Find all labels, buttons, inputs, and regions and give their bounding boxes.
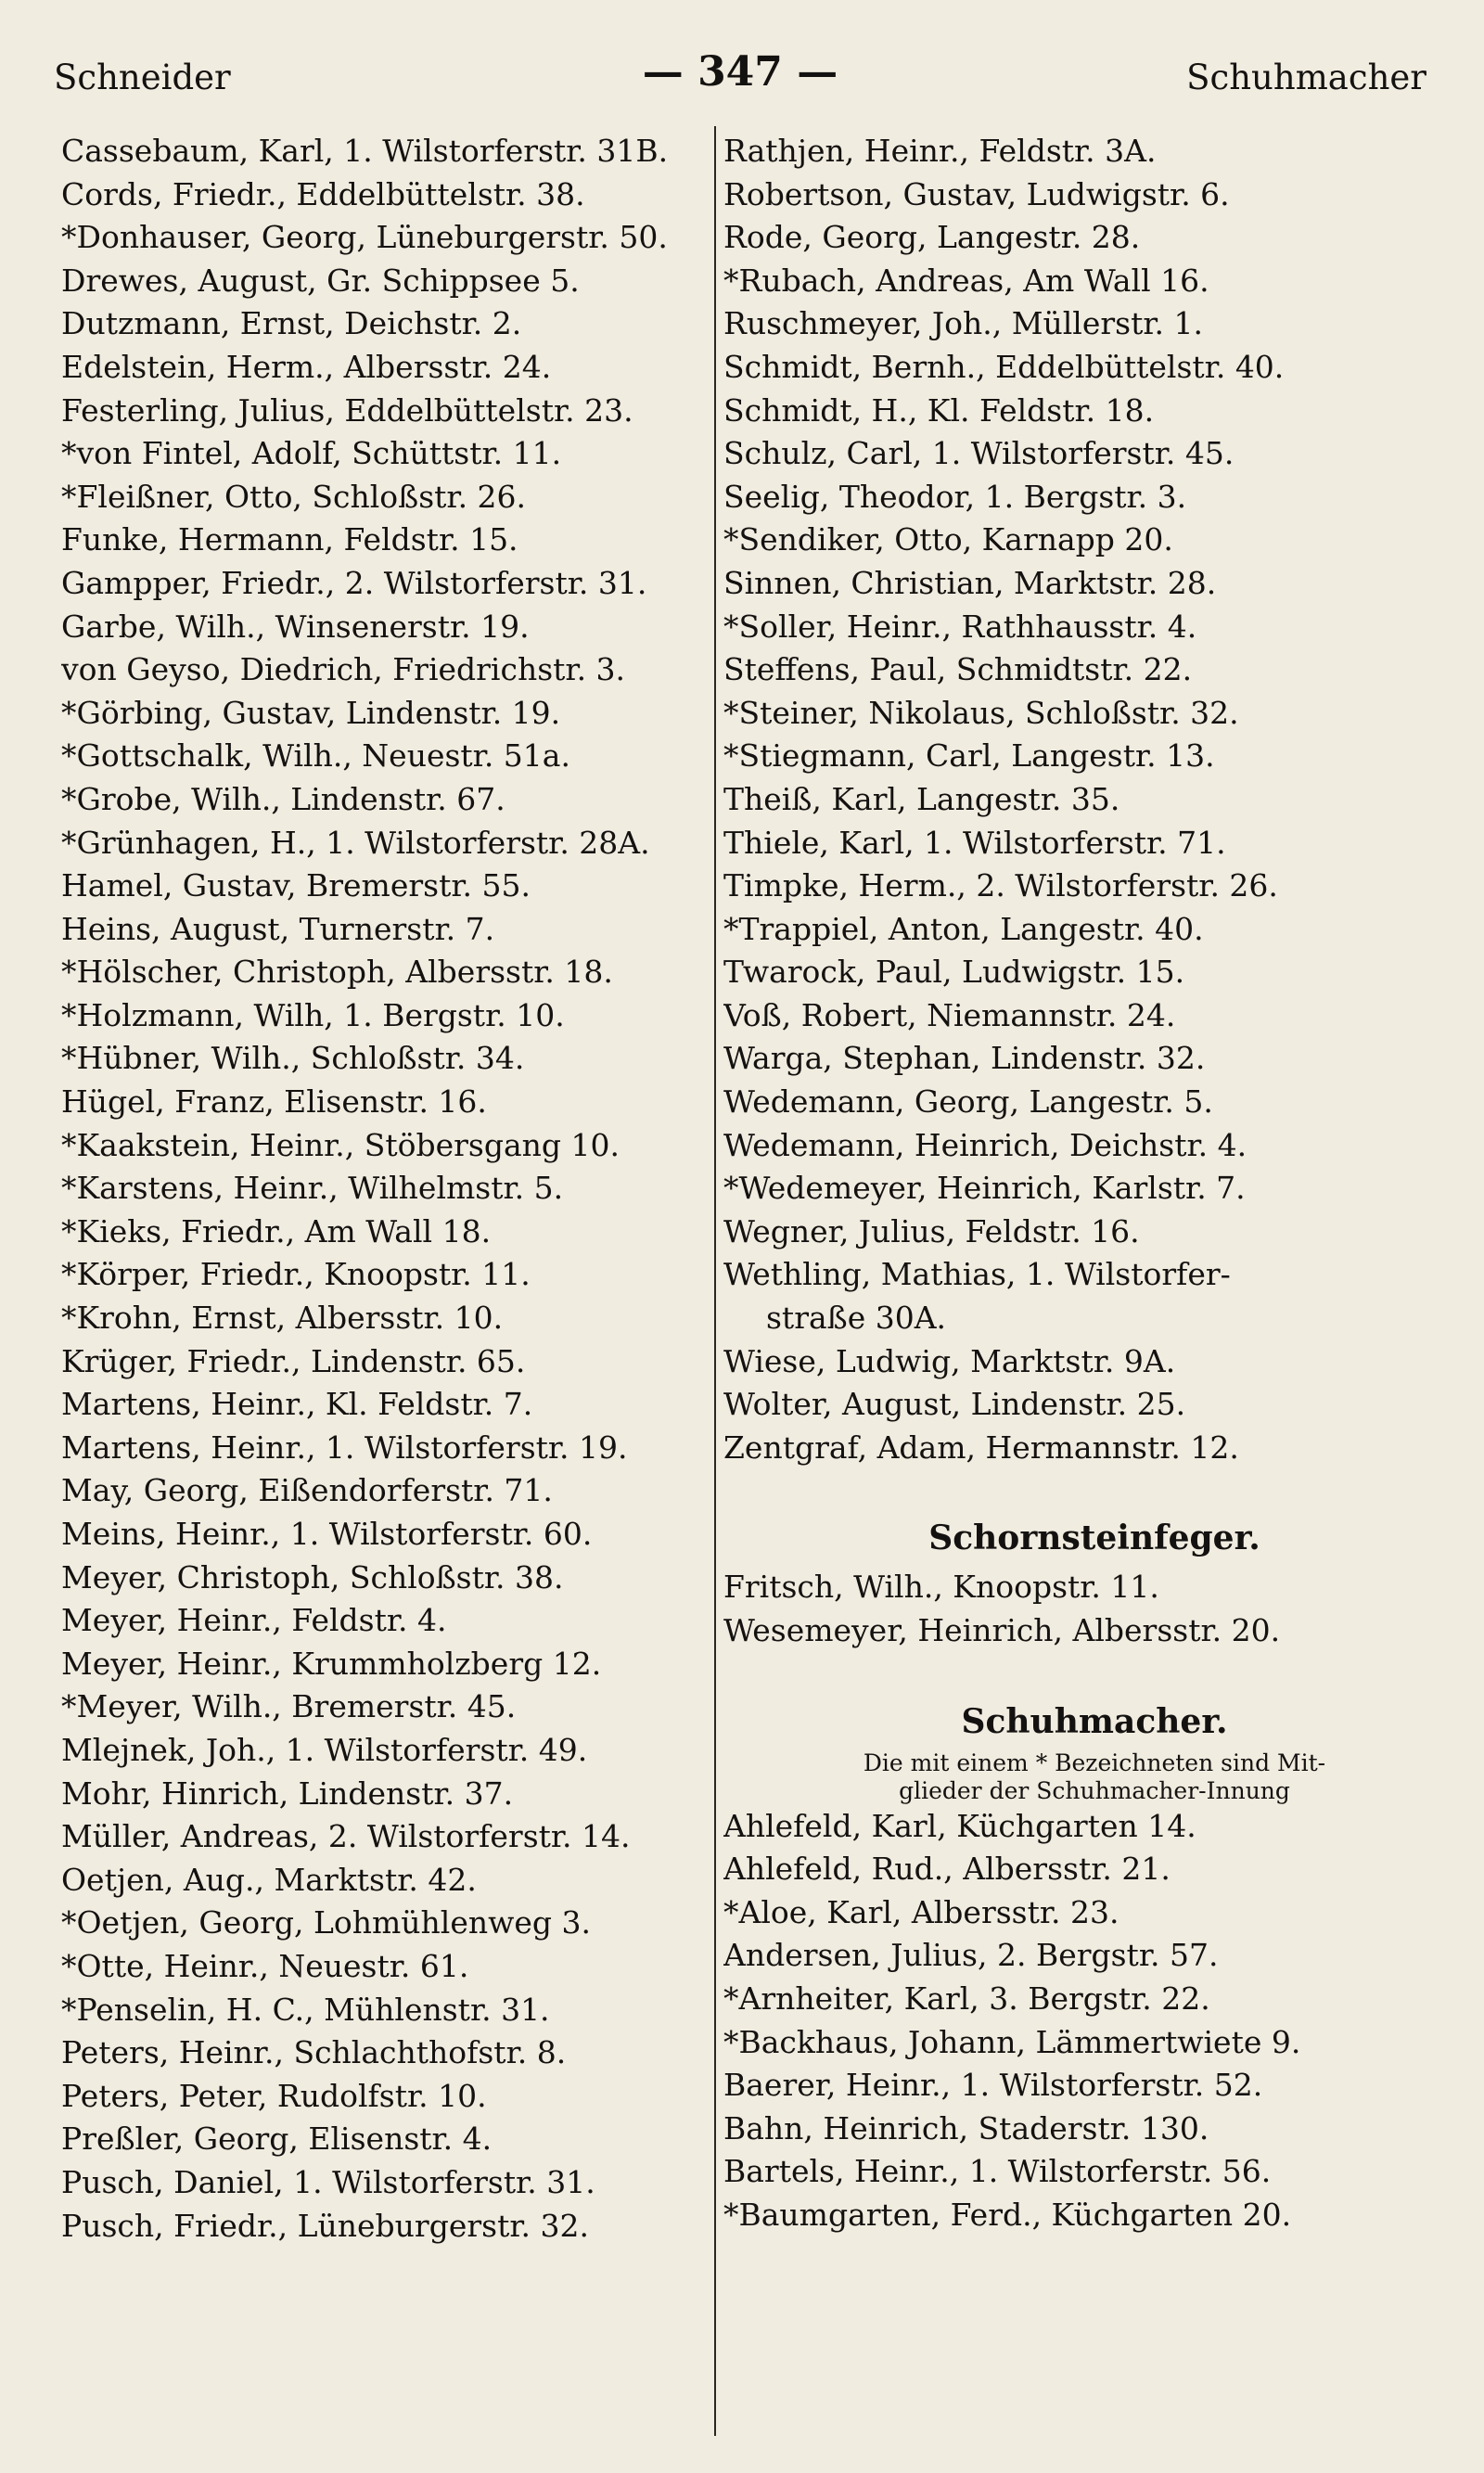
directory-entry: *Görbing, Gustav, Lindenstr. 19. <box>61 694 561 731</box>
directory-entry: *Oetjen, Georg, Lohmühlenweg 3. <box>61 1904 592 1941</box>
section-note-line-1: Die mit einem * Bezeichneten sind Mit- <box>863 1749 1326 1776</box>
directory-entry: Peters, Peter, Rudolfstr. 10. <box>61 2077 487 2114</box>
directory-entry: Fritsch, Wilh., Knoopstr. 11. <box>723 1569 1159 1606</box>
directory-entry: *Stiegmann, Carl, Langestr. 13. <box>723 737 1215 775</box>
right-column <box>723 130 1465 2237</box>
directory-entry: *Grobe, Wilh., Lindenstr. 67. <box>61 780 505 817</box>
directory-entry: Wegner, Julius, Feldstr. 16. <box>723 1212 1140 1249</box>
directory-entry: Hamel, Gustav, Bremerstr. 55. <box>61 867 531 904</box>
directory-entry: Warga, Stephan, Lindenstr. 32. <box>723 1040 1206 1077</box>
directory-entry: *Kaakstein, Heinr., Stöbersgang 10. <box>61 1126 620 1163</box>
directory-entry: Pusch, Friedr., Lüneburgerstr. 32. <box>61 2207 589 2244</box>
directory-entry: *Aloe, Karl, Albersstr. 23. <box>723 1893 1119 1930</box>
directory-entry: Wesemeyer, Heinrich, Albersstr. 20. <box>723 1612 1281 1648</box>
directory-entry: straße 30A. <box>766 1300 947 1337</box>
column-divider <box>714 126 716 2436</box>
directory-entry: *Steiner, Nikolaus, Schloßstr. 32. <box>723 694 1239 731</box>
directory-entry: *Trappiel, Anton, Langestr. 40. <box>723 910 1204 947</box>
directory-entry: Meyer, Heinr., Feldstr. 4. <box>61 1602 447 1639</box>
directory-entry: Meyer, Christoph, Schloßstr. 38. <box>61 1558 564 1595</box>
directory-entry: *Otte, Heinr., Neuestr. 61. <box>61 1947 469 1984</box>
directory-entry: Andersen, Julius, 2. Bergstr. 57. <box>723 1937 1219 1974</box>
section-title-shoemaker: Schuhmacher. <box>961 1701 1228 1741</box>
directory-entry: Zentgraf, Adam, Hermannstr. 12. <box>723 1429 1239 1466</box>
directory-entry: *Arnheiter, Karl, 3. Bergstr. 22. <box>723 1980 1210 2017</box>
directory-entry: Schulz, Carl, 1. Wilstorferstr. 45. <box>723 435 1235 472</box>
directory-entry: Ahlefeld, Rud., Albersstr. 21. <box>723 1851 1171 1888</box>
directory-entry: *Grünhagen, H., 1. Wilstorferstr. 28A. <box>61 824 650 861</box>
chimney-entries <box>723 1566 1465 1652</box>
directory-entry: Mlejnek, Joh., 1. Wilstorferstr. 49. <box>61 1731 588 1768</box>
directory-entry: Steffens, Paul, Schmidtstr. 22. <box>723 651 1193 688</box>
directory-entry: Robertson, Gustav, Ludwigstr. 6. <box>723 175 1230 212</box>
directory-entry: *Kieks, Friedr., Am Wall 18. <box>61 1212 492 1249</box>
directory-entry: *Hölscher, Christoph, Albersstr. 18. <box>61 954 613 991</box>
directory-entry: Voß, Robert, Niemannstr. 24. <box>723 996 1176 1033</box>
directory-entry: *Hübner, Wilh., Schloßstr. 34. <box>61 1040 525 1077</box>
directory-entry: Krüger, Friedr., Lindenstr. 65. <box>61 1342 526 1379</box>
directory-entry: Cassebaum, Karl, 1. Wilstorferstr. 31B. <box>61 133 669 169</box>
directory-entry: Bartels, Heinr., 1. Wilstorferstr. 56. <box>723 2153 1272 2190</box>
shoemaker-entries <box>723 1805 1465 2237</box>
directory-entry: *Sendiker, Otto, Karnapp 20. <box>723 521 1173 558</box>
directory-entry: *Rubach, Andreas, Am Wall 16. <box>723 262 1209 299</box>
directory-entry: Drewes, August, Gr. Schippsee 5. <box>61 262 580 299</box>
directory-entry: *Meyer, Wilh., Bremerstr. 45. <box>61 1688 517 1725</box>
directory-entry: Thiele, Karl, 1. Wilstorferstr. 71. <box>723 824 1226 861</box>
directory-entry: Oetjen, Aug., Marktstr. 42. <box>61 1861 477 1898</box>
directory-entry: Wedemann, Georg, Langestr. 5. <box>723 1083 1213 1121</box>
directory-entry: *Karstens, Heinr., Wilhelmstr. 5. <box>61 1170 564 1207</box>
directory-entry: Festerling, Julius, Eddelbüttelstr. 23. <box>61 391 633 429</box>
directory-entry: Martens, Heinr., Kl. Feldstr. 7. <box>61 1386 533 1423</box>
section-title-chimney: Schornsteinfeger. <box>928 1518 1260 1558</box>
directory-entry: Ahlefeld, Karl, Küchgarten 14. <box>723 1807 1196 1844</box>
directory-entry: *Backhaus, Johann, Lämmertwiete 9. <box>723 2023 1301 2060</box>
directory-entry: Preßler, Georg, Elisenstr. 4. <box>61 2121 493 2158</box>
directory-entry: *Penselin, H. C., Mühlenstr. 31. <box>61 1991 550 2028</box>
directory-entry: Garbe, Wilh., Winsenerstr. 19. <box>61 608 530 645</box>
running-head <box>54 48 1426 104</box>
directory-entry: *Donhauser, Georg, Lüneburgerstr. 50. <box>61 219 668 256</box>
directory-entry: *Wedemeyer, Heinrich, Karlstr. 7. <box>723 1170 1246 1207</box>
directory-entry: Gampper, Friedr., 2. Wilstorferstr. 31. <box>61 564 647 601</box>
directory-entry: May, Georg, Eißendorferstr. 71. <box>61 1472 553 1509</box>
running-head-left: Schneider <box>54 58 231 97</box>
running-head-right: Schuhmacher <box>1186 58 1426 97</box>
directory-entry: Pusch, Daniel, 1. Wilstorferstr. 31. <box>61 2163 595 2200</box>
directory-entry: Ruschmeyer, Joh., Müllerstr. 1. <box>723 305 1203 342</box>
directory-entry: Mohr, Hinrich, Lindenstr. 37. <box>61 1775 514 1812</box>
directory-entry: Meyer, Heinr., Krummholzberg 12. <box>61 1645 602 1682</box>
directory-entry: *Soller, Heinr., Rathhausstr. 4. <box>723 608 1197 645</box>
directory-entry: Meins, Heinr., 1. Wilstorferstr. 60. <box>61 1516 593 1552</box>
directory-entry: *Baumgarten, Ferd., Küchgarten 20. <box>723 2196 1292 2233</box>
directory-entry: *Holzmann, Wilh, 1. Bergstr. 10. <box>61 996 565 1033</box>
page-number: — 347 — <box>642 48 838 96</box>
directory-entry: Martens, Heinr., 1. Wilstorferstr. 19. <box>61 1429 628 1466</box>
directory-entry: Wolter, August, Lindenstr. 25. <box>723 1386 1186 1423</box>
directory-entry: Bahn, Heinrich, Staderstr. 130. <box>723 2109 1209 2146</box>
directory-entry: Sinnen, Christian, Marktstr. 28. <box>723 564 1217 601</box>
directory-entry: Edelstein, Herm., Albersstr. 24. <box>61 348 552 385</box>
directory-entry: Dutzmann, Ernst, Deichstr. 2. <box>61 305 522 342</box>
directory-entry: Hügel, Franz, Elisenstr. 16. <box>61 1083 487 1121</box>
directory-entry: Wedemann, Heinrich, Deichstr. 4. <box>723 1126 1247 1163</box>
directory-entry: Heins, August, Turnerstr. 7. <box>61 910 495 947</box>
left-column <box>61 130 701 2248</box>
directory-entry: Baerer, Heinr., 1. Wilstorferstr. 52. <box>723 2067 1263 2104</box>
directory-entry: Theiß, Karl, Langestr. 35. <box>723 780 1120 817</box>
section-note-line-2: glieder der Schuhmacher-Innung <box>899 1776 1290 1804</box>
directory-entry: Seelig, Theodor, 1. Bergstr. 3. <box>723 478 1187 515</box>
directory-entry: *von Fintel, Adolf, Schüttstr. 11. <box>61 435 562 472</box>
directory-entry: *Körper, Friedr., Knoopstr. 11. <box>61 1256 531 1293</box>
directory-entry: *Fleißner, Otto, Schloßstr. 26. <box>61 478 527 515</box>
directory-entry: *Gottschalk, Wilh., Neuestr. 51a. <box>61 737 570 775</box>
directory-entry: Twarock, Paul, Ludwigstr. 15. <box>723 954 1185 991</box>
directory-entry: Rode, Georg, Langestr. 28. <box>723 219 1141 256</box>
directory-entry: Timpke, Herm., 2. Wilstorferstr. 26. <box>723 867 1278 904</box>
directory-entry: Müller, Andreas, 2. Wilstorferstr. 14. <box>61 1818 631 1855</box>
directory-entry: Cords, Friedr., Eddelbüttelstr. 38. <box>61 175 585 212</box>
directory-entry: Rathjen, Heinr., Feldstr. 3A. <box>723 133 1157 169</box>
directory-entry: Schmidt, Bernh., Eddelbüttelstr. 40. <box>723 348 1285 385</box>
directory-entry: Wiese, Ludwig, Marktstr. 9A. <box>723 1342 1176 1379</box>
directory-entry: Peters, Heinr., Schlachthofstr. 8. <box>61 2034 567 2071</box>
directory-entry: Wethling, Mathias, 1. Wilstorfer- <box>723 1256 1231 1293</box>
directory-entry: Funke, Hermann, Feldstr. 15. <box>61 521 518 558</box>
directory-entry: *Krohn, Ernst, Albersstr. 10. <box>61 1300 504 1337</box>
directory-entry: Schmidt, H., Kl. Feldstr. 18. <box>723 391 1155 429</box>
right-entries <box>723 130 1465 1469</box>
directory-entry: von Geyso, Diedrich, Friedrichstr. 3. <box>61 651 626 688</box>
